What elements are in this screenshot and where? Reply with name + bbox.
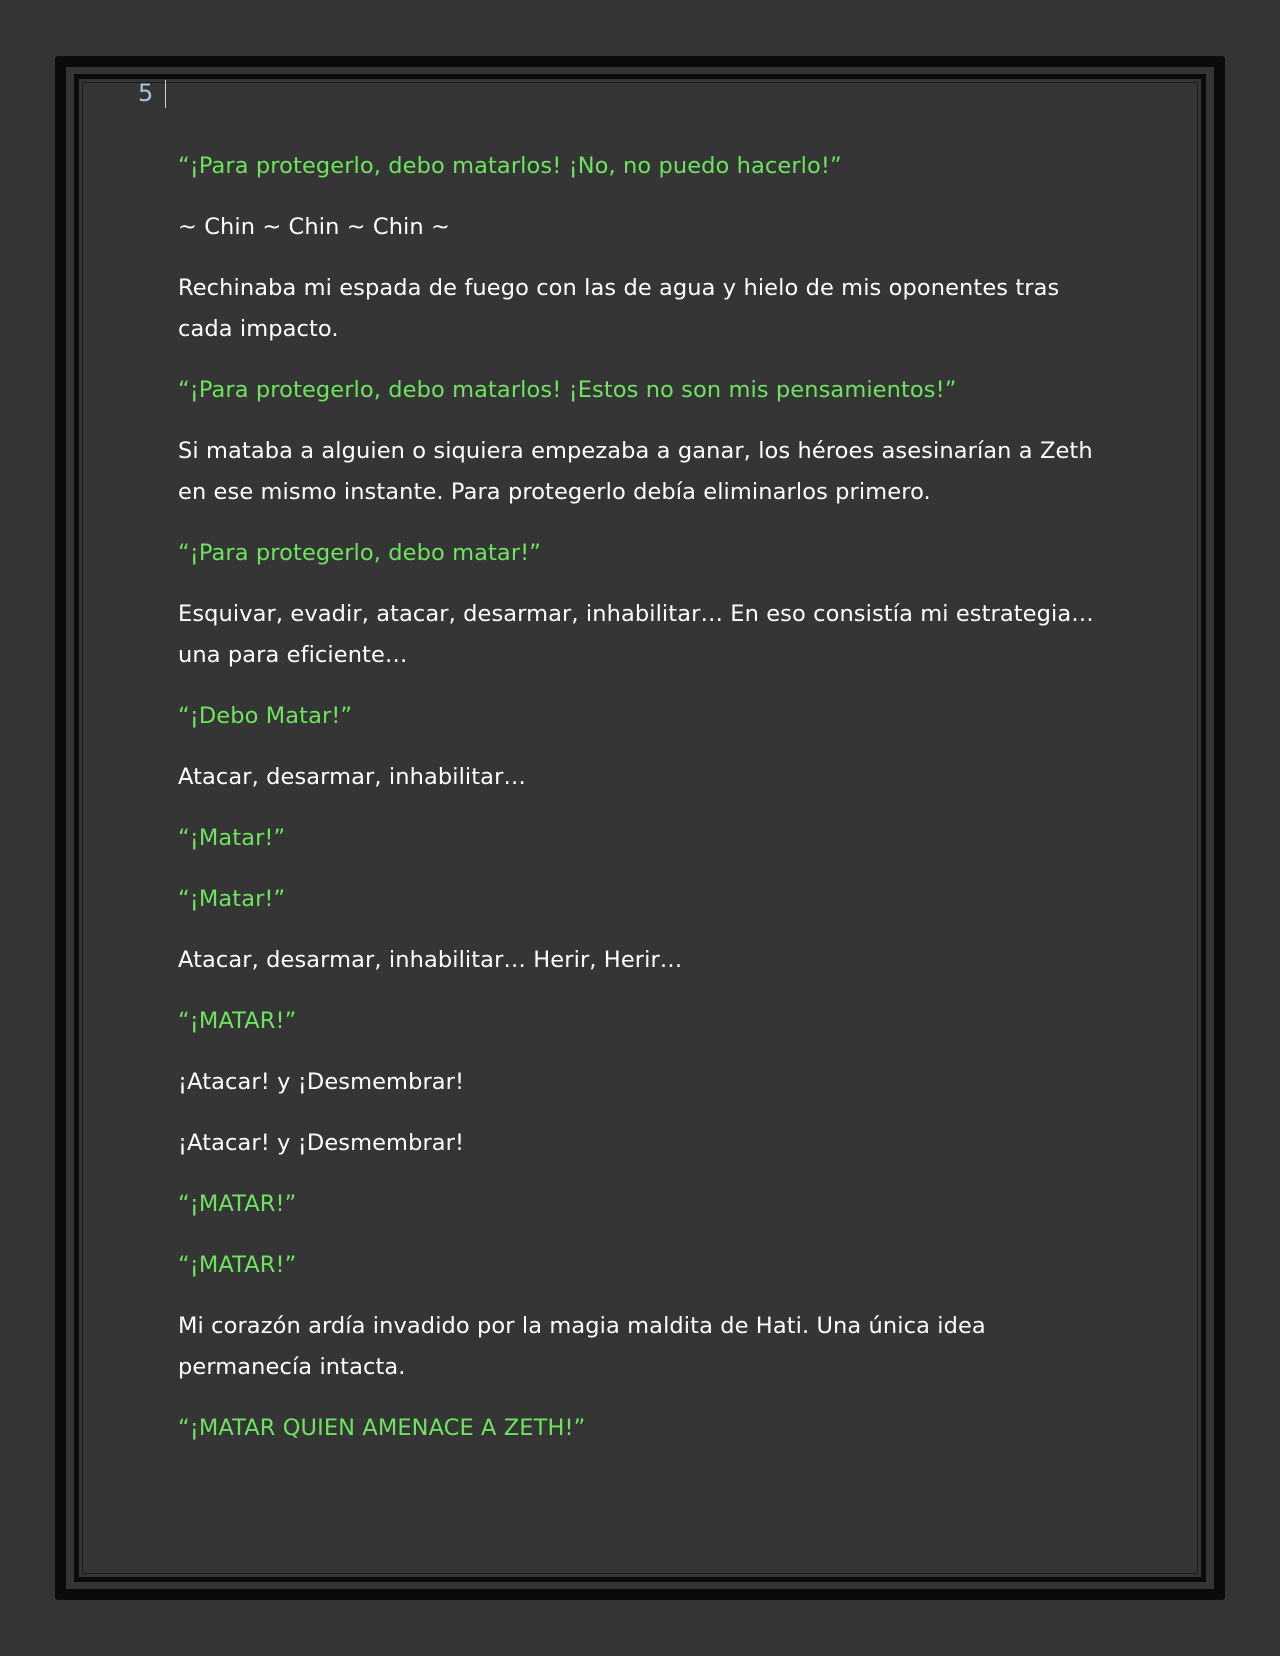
paragraph: “¡MATAR QUIEN AMENACE A ZETH!” xyxy=(178,1415,586,1441)
page-number: 5 xyxy=(138,79,154,107)
paragraph: “¡Para protegerlo, debo matarlos! ¡Estos no son mis pensamientos!” xyxy=(178,377,957,403)
paragraph: Si mataba a alguien o siquiera empezaba a ganar, los héroes asesinarían a Zeth en ese mismo instante. Para protegerlo debía eliminarlos primero. xyxy=(178,438,1093,505)
document-body xyxy=(178,146,1108,1469)
paragraph: “¡Matar!” xyxy=(178,825,286,851)
paragraph: Atacar, desarmar, inhabilitar… xyxy=(178,764,527,790)
paragraph: ~ Chin ~ Chin ~ Chin ~ xyxy=(178,214,450,240)
paragraph: “¡MATAR!” xyxy=(178,1191,297,1217)
paragraph: Mi corazón ardía invadido por la magia maldita de Hati. Una única idea permanecía intacta. xyxy=(178,1313,986,1380)
paragraph: Rechinaba mi espada de fuego con las de agua y hielo de mis oponentes tras cada impacto. xyxy=(178,275,1060,342)
paragraph: Atacar, desarmar, inhabilitar… Herir, Herir… xyxy=(178,947,683,973)
paragraph: “¡Matar!” xyxy=(178,886,286,912)
paragraph: Esquivar, evadir, atacar, desarmar, inhabilitar… En eso consistía mi estrategia… una para eficiente… xyxy=(178,601,1094,668)
paragraph: ¡Atacar! y ¡Desmembrar! xyxy=(178,1130,465,1156)
paragraph: ¡Atacar! y ¡Desmembrar! xyxy=(178,1069,465,1095)
paragraph: “¡MATAR!” xyxy=(178,1008,297,1034)
paragraph: “¡Para protegerlo, debo matar!” xyxy=(178,540,542,566)
text-cursor xyxy=(165,80,166,108)
paragraph: “¡Para protegerlo, debo matarlos! ¡No, no puedo hacerlo!” xyxy=(178,153,842,179)
paragraph: “¡MATAR!” xyxy=(178,1252,297,1278)
paragraph: “¡Debo Matar!” xyxy=(178,703,353,729)
